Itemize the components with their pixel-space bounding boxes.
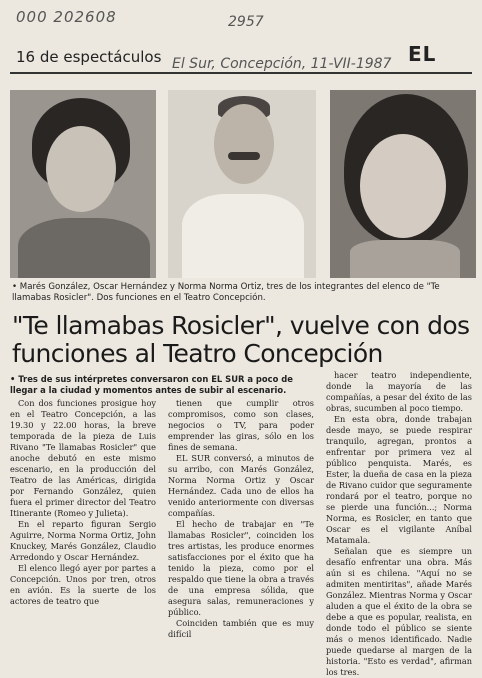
newspaper-logo: EL: [408, 42, 437, 66]
article-column-1: [10, 398, 156, 607]
paragraph: El hecho de trabajar en "Te llamabas Rosicler", coinciden los tres artistas, les produce enormes satisfacciones por el éxito que ha tenido la pieza, como por el respaldo que tiene la obra a través de una empresa sólida, que asegura salas, remuneraciones y público.: [168, 519, 314, 617]
photo-oscar-hernandez: [168, 90, 316, 278]
section-header: 16 de espectáculos: [16, 48, 162, 66]
paragraph: El elenco llegó ayer por partes a Concepción. Unos por tren, otros en avión. Es la suerte de los actores de teatro que: [10, 563, 156, 606]
paragraph: Coinciden también que es muy difícil: [168, 618, 314, 639]
headline: "Te llamabas Rosicler", vuelve con dos funciones al Teatro Concepción: [12, 311, 470, 368]
photo-norma-ortiz: [330, 90, 476, 278]
paragraph: Con dos funciones prosigue hoy en el Teatro Concepción, a las 19.30 y 22.00 horas, la breve temporada de la pieza de Luis Rivano "Te llamabas Rosicler" que anoche debutó en este mismo escenario, en la producción del Teatro de las Américas, dirigida por Fernando González, quien fuera el primer director del Teatro Itinerante (Romeo y Julieta).: [10, 398, 156, 518]
lead-paragraph: • Tres de sus intérpretes conversaron con EL SUR a poco de llegar a la ciudad y momentos antes de subir al escenario.: [10, 374, 293, 395]
date-note: El Sur, Concepción, 11-VII-1987: [172, 56, 392, 72]
paragraph: En el reparto figuran Sergio Aguirre, Norma Norma Ortiz, John Knuckey, Marés González, Claudio Arredondo y Oscar Hernández.: [10, 519, 156, 562]
top-rule: [10, 72, 472, 74]
paragraph: En esta obra, donde trabajan desde mayo, se puede respirar tranquilo, agregan, prontos a enfrentar por primera vez al público penquista. Marés, es Ester, la dueña de casa en la pieza de Rivano cuidor que seguramente rondará por el teatro, porque no se pierde una función...; Norma Norma, es Rosicler, en tanto que Oscar es el vigilante Aníbal Matamala.: [326, 414, 472, 545]
archive-number: 2957: [228, 14, 264, 30]
article-column-2: [168, 398, 314, 640]
photo-caption: • Marés González, Oscar Hernández y Norma Norma Ortiz, tres de los integrantes del elenco de "Te llamabas Rosicler". Dos funciones en el Teatro Concepción.: [12, 282, 440, 303]
archive-code: 000 202608: [16, 8, 117, 26]
paragraph: EL SUR conversó, a minutos de su arribo, con Marés González, Norma Norma Ortiz y Oscar Hernández. Cada uno de ellos ha venido anteriormente con diversas compañías.: [168, 453, 314, 518]
article-column-3: [326, 370, 472, 678]
photo-mares-gonzalez: [10, 90, 156, 278]
paragraph: tienen que cumplir otros compromisos, como son clases, negocios o TV, para poder emprender las giras, sólo en los fines de semana.: [168, 398, 314, 452]
paragraph: Señalan que es siempre un desafío enfrentar una obra. Más aún si es chilena. "Aquí no se admiten mentiritas", añade Marés González. Mientras Norma y Oscar aluden a que el éxito de la obra se debe a que es popular, realista, en donde todo el público se siente más o menos identificado. Nadie puede quedarse al margen de la historia. "Esto es verdad", afirman los tres.: [326, 546, 472, 677]
paragraph: hacer teatro independiente, donde la mayoría de las compañías, a pesar del éxito de las obras, sucumben al poco tiempo.: [326, 370, 472, 413]
